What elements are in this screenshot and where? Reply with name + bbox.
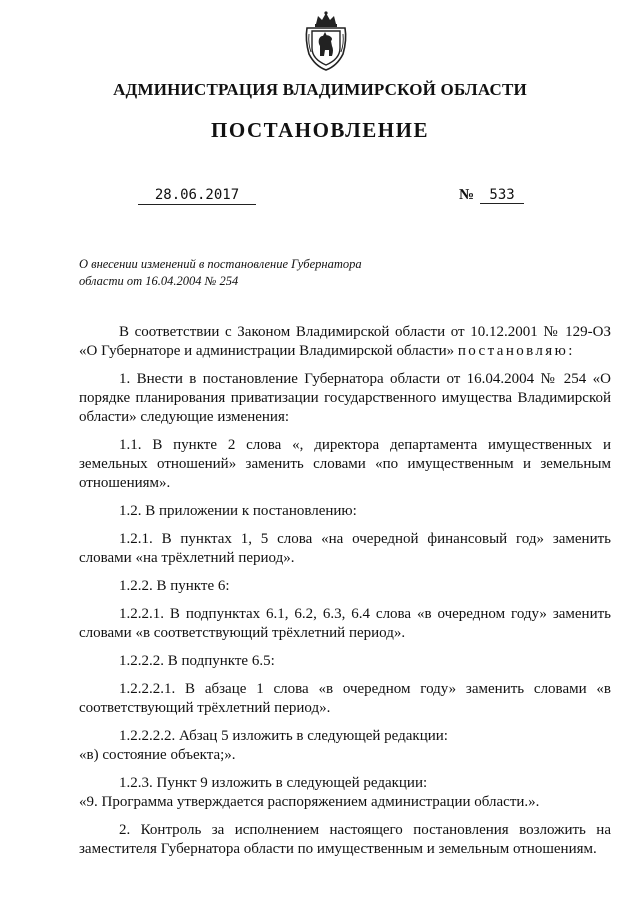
paragraph-item-1-2-2-1: 1.2.2.1. В подпунктах 6.1, 6.2, 6.3, 6.4 слова «в очередном году» заменить словами «в соответствующий трёхлетний период». bbox=[79, 606, 611, 641]
document-number: 533 bbox=[480, 187, 524, 204]
paragraph-item-1-2-2-2-1: 1.2.2.2.1. В абзаце 1 слова «в очередном году» заменить словами «в соответствующий трёхлетний период». bbox=[79, 681, 611, 716]
paragraph-item-1-2-2-2: 1.2.2.2. В подпункте 6.5: bbox=[119, 653, 275, 669]
document-type-title: ПОСТАНОВЛЕНИЕ bbox=[211, 118, 429, 142]
preamble-text: В соответствии с Законом Владимирской области от 10.12.2001 № 129-ОЗ «О Губернаторе и администрации Владимирской области» bbox=[79, 324, 611, 359]
number-label: № bbox=[459, 187, 475, 203]
paragraph-item-1-2: 1.2. В приложении к постановлению: bbox=[119, 503, 357, 519]
paragraph-item-1-2-2: 1.2.2. В пункте 6: bbox=[119, 578, 230, 594]
paragraph-item-1-2-3: 1.2.3. Пункт 9 изложить в следующей редакции: bbox=[119, 775, 428, 791]
preamble-paragraph bbox=[79, 323, 611, 361]
paragraph-item-1-2-1: 1.2.1. В пунктах 1, 5 слова «на очередной финансовый год» заменить словами «на трёхлетний период». bbox=[79, 531, 611, 566]
subject-line: области от 16.04.2004 № 254 bbox=[79, 274, 239, 288]
organization-title: АДМИНИСТРАЦИЯ ВЛАДИМИРСКОЙ ОБЛАСТИ bbox=[113, 80, 527, 99]
document-date: 28.06.2017 bbox=[138, 187, 256, 205]
paragraph-item-1-1: 1.1. В пункте 2 слова «, директора департамента имущественных и земельных отношений» заменить словами «по имущественным и земельным отношениям». bbox=[79, 437, 611, 491]
regional-coat-of-arms-icon bbox=[301, 10, 351, 72]
paragraph-item-2: 2. Контроль за исполнением настоящего постановления возложить на заместителя Губернатора области по имущественным и земельным отношениям. bbox=[79, 822, 611, 857]
paragraph-item-1-2-2-2-2: 1.2.2.2.2. Абзац 5 изложить в следующей редакции: bbox=[119, 728, 448, 744]
document-subject bbox=[79, 256, 409, 290]
quoted-text-line: «9. Программа утверждается распоряжением администрации области.». bbox=[79, 794, 540, 810]
quoted-text-line: «в) состояние объекта;». bbox=[79, 747, 236, 763]
subject-line: О внесении изменений в постановление Губернатора bbox=[79, 257, 362, 271]
decree-word: постановляю: bbox=[457, 343, 575, 359]
document-body bbox=[79, 323, 611, 868]
document-number-block bbox=[459, 187, 524, 204]
paragraph-item-1: 1. Внести в постановление Губернатора области от 16.04.2004 № 254 «О порядке планирования приватизации государственного имущества Владимирской области» следующие изменения: bbox=[79, 371, 611, 425]
